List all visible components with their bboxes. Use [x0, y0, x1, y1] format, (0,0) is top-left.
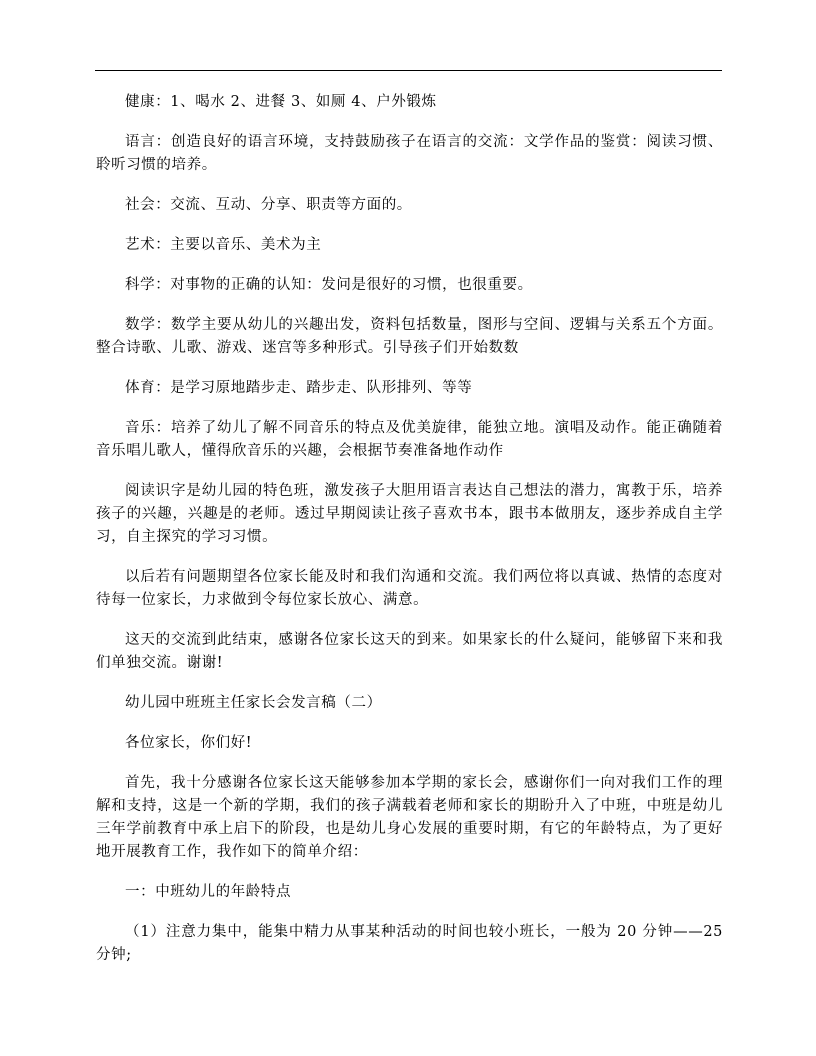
section-title: 幼儿园中班班主任家长会发言稿（二） [125, 695, 382, 711]
header-rule [95, 70, 722, 71]
paragraph-attention: （1）注意力集中，能集中精力从事某种活动的时间也较小班长，一般为 20 分钟——25 分钟; [96, 924, 723, 963]
subheading-age-features: 一：中班幼儿的年龄特点 [125, 884, 292, 900]
paragraph-closing: 这天的交流到此结束，感谢各位家长这天的到来。如果家长的什么疑问，能够留下来和我们单独交流。谢谢! [96, 632, 723, 671]
paragraph-language: 语言：创造良好的语言环境，支持鼓励孩子在语言的交流：文学作品的鉴赏：阅读习惯、聆听习惯的培养。 [96, 134, 723, 173]
paragraph-pe: 体育：是学习原地踏步走、踏步走、队形排列、等等 [125, 380, 473, 396]
paragraph-intro: 首先，我十分感谢各位家长这天能够参加本学期的家长会，感谢你们一向对我们工作的理解和支持，这是一个新的学期，我们的孩子满载着老师和家长的期盼升入了中班，中班是幼儿三年学前教育中承上启下的阶段，也是幼儿身心发展的重要时期，有它的年龄特点，为了更好地开展教育工作，我作如下的简单介绍： [96, 775, 723, 860]
paragraph-art: 艺术：主要以音乐、美术为主 [125, 237, 322, 253]
paragraph-science: 科学：对事物的正确的认知：发问是很好的习惯，也很重要。 [125, 277, 533, 293]
paragraph-music: 音乐：培养了幼儿了解不同音乐的特点及优美旋律，能独立地。演唱及动作。能正确随着音乐唱儿歌人，懂得欣音乐的兴趣，会根据节奏准备地作动作 [96, 420, 723, 459]
paragraph-communication: 以后若有问题期望各位家长能及时和我们沟通和交流。我们两位将以真诚、热情的态度对待每一位家长，力求做到令每位家长放心、满意。 [96, 569, 723, 608]
paragraph-health: 健康：1、喝水 2、进餐 3、如厕 4、户外锻炼 [125, 94, 437, 110]
paragraph-society: 社会：交流、互动、分享、职责等方面的。 [125, 197, 412, 213]
paragraph-reading: 阅读识字是幼儿园的特色班，激发孩子大胆用语言表达自己想法的潜力，寓教于乐，培养孩子的兴趣，兴趣是的老师。透过早期阅读让孩子喜欢书本，跟书本做朋友，逐步养成自主学习，自主探究的学习习惯。 [96, 483, 723, 545]
paragraph-math: 数学：数学主要从幼儿的兴趣出发，资料包括数量，图形与空间、逻辑与关系五个方面。整合诗歌、儿歌、游戏、迷宫等多种形式。引导孩子们开始数数 [96, 317, 723, 356]
paragraph-greeting: 各位家长，你们好! [125, 735, 253, 751]
document-body [96, 91, 723, 984]
